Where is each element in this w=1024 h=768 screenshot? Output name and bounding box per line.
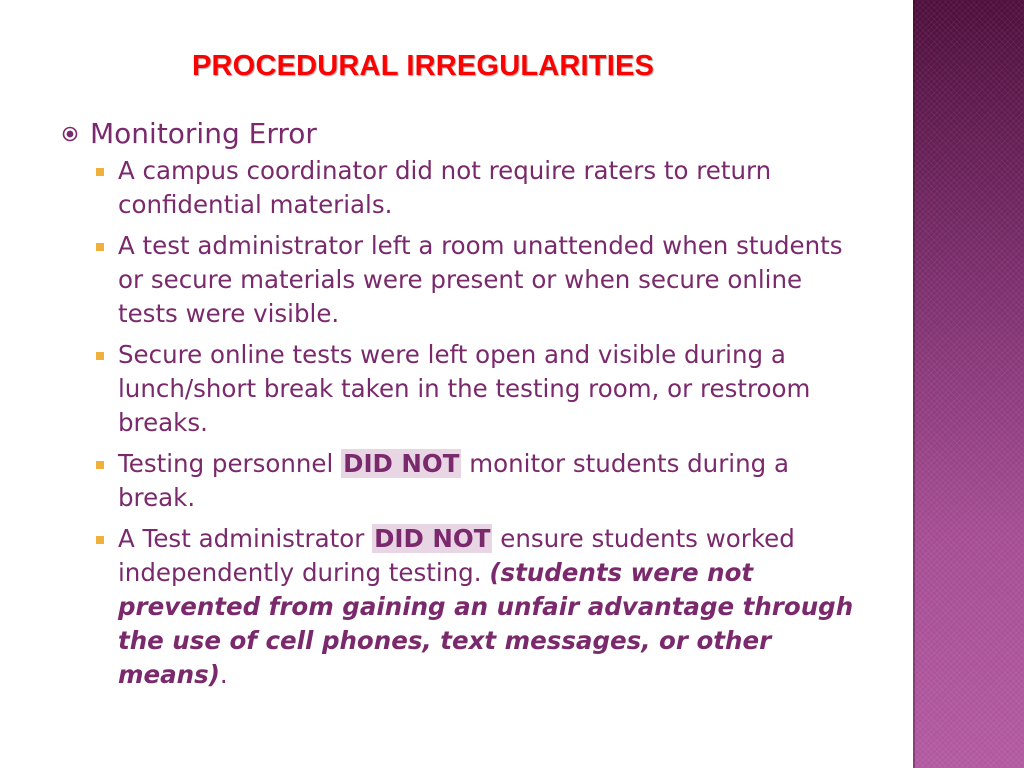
square-bullet-icon (96, 461, 104, 469)
square-bullet-icon (96, 243, 104, 251)
highlight-did-not: DID NOT (343, 449, 460, 478)
slide-title: PROCEDURAL IRREGULARITIES (192, 50, 655, 82)
list-item (96, 229, 862, 331)
circle-dot-icon (62, 126, 78, 142)
list-item-text-post: ensure students worked independently during testing. (118, 524, 795, 587)
side-panel-edge (913, 0, 915, 768)
list-item-text: A test administrator left a room unattended when students or secure materials were present or when secure online tests were visible. (118, 231, 843, 328)
section-heading: Monitoring Error (90, 117, 317, 150)
list-item (96, 522, 862, 692)
list-item (96, 154, 862, 222)
square-bullet-icon (96, 352, 104, 360)
highlight-did-not: DID NOT (374, 524, 491, 553)
square-bullet-icon (96, 168, 104, 176)
square-bullet-icon (96, 536, 104, 544)
list-item-text-tail: . (219, 660, 228, 689)
emphasis-note: (students were not prevented from gaining an unfair advantage through the use of cell phones, text messages, or other means) (118, 558, 854, 689)
bullet-list (62, 154, 862, 692)
list-item-text-pre: Testing personnel (118, 449, 342, 478)
list-item-text: A campus coordinator did not require raters to return confidential materials. (118, 156, 772, 219)
section-heading-row (62, 114, 862, 154)
decorative-side-panel (913, 0, 1024, 768)
list-item (96, 338, 862, 440)
list-item-text: Secure online tests were left open and visible during a lunch/short break taken in the testing room, or restroom breaks. (118, 340, 811, 437)
list-item-text-pre: A Test administrator (118, 524, 373, 553)
list-item-text-post: monitor students during a break. (118, 449, 789, 512)
slide-content (62, 114, 862, 699)
list-item (96, 447, 862, 515)
